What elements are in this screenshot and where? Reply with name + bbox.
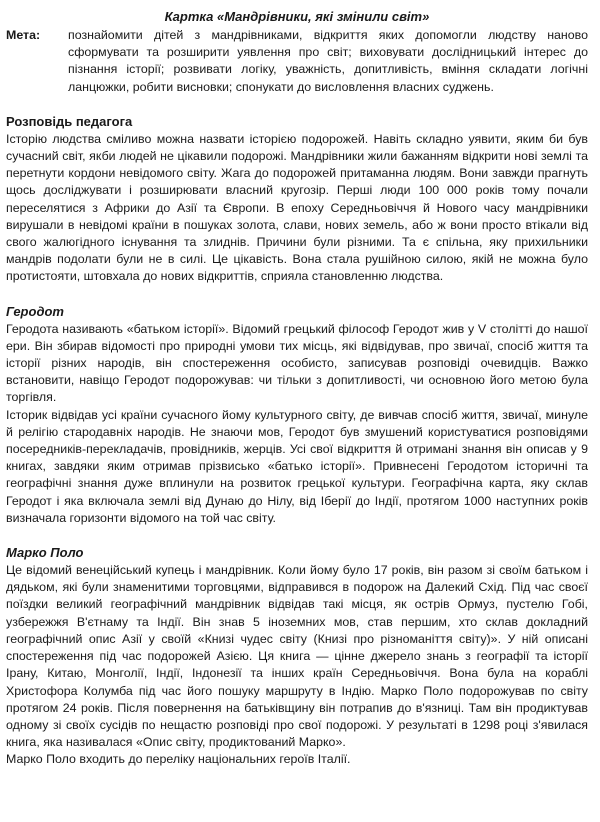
marco-polo-heading: Марко Поло (6, 545, 84, 561)
teacher-story-text: Історію людства сміливо можна назвати історією подорожей. Навіть складно уявити, яким би був сучасний світ, якби людей не цікавили подорожі. Мандрівники жили бажанням відкрити нові землі та перетнути кордони невідомого світу. Жага до подорожей притаманна людям. Вони завжди прагнуть щось досліджувати і розширювати власний кругозір. Перші люди 100 000 років тому почали переселятися з Африки до Азії та Європи. В епоху Середньовіччя й Нового часу мандрівники вирушали в невідомі країни в пошуках золота, слави, нових земель, або ж вони просто втікали від свого жалюгідного існування та злиднів. Причини були різними. Та є спільна, яку прихильники мандрів подолати були не в силі. Це цікавість. Вона стала рушійною силою, якій не можна було протистояти, штовхала до нових відкриттів, сприяла становленню людства. (6, 131, 588, 284)
marco-polo-paragraph-2: Марко Поло входить до переліку національних героїв Італії. (6, 752, 351, 767)
herodotus-heading: Геродот (6, 303, 64, 319)
teacher-story-heading: Розповідь педагога (6, 113, 133, 129)
goal-block (6, 27, 588, 96)
card-title: Картка «Мандрівники, які змінили світ» (164, 9, 430, 24)
goal-label: Мета: (6, 28, 41, 42)
herodotus-paragraph-1: Геродота називають «батьком історії». Відомий грецький філософ Геродот жив у V столітті до нашої ери. Він збирав відомості про природні умови тих місць, які відвідував, про звичаї, спосіб життя та історії різних народів, він спостереження особисто, записував розповіді очевидців. Важко встановити, навіщо Геродот подорожував: чи тільки з допитливості, чи основною його метою була торгівля. (6, 321, 588, 405)
marco-polo-paragraph-1: Це відомий венеційський купець і мандрівник. Коли йому було 17 років, він разом зі своїм батьком і дядьком, які були знаменитими торговцями, відправився в подорож на Далекий Схід. Під час своєї поїздки великий географічний мандрівник відвідав такі місця, як острів Ормуз, пустелю Гобі, узбережжя В'єтнаму та Індії. Він знав 5 іноземних мов, став першим, хто склав докладний географічний опис Азії у своїй «Книзі чудес світу (Книзі про різноманіття світу)». У ній описані спостереження під час подорожей Азією. Ця книга — цінне джерело знань з географії та історії Ірану, Китаю, Монголії, Індії, Індонезії та інших країн Середньовіччя. Вона була на кораблі Христофора Колумба під час його пошуку маршруту в Індію. Марко Поло подорожував по світу протягом 24 років. Після повернення на батьківщину він потрапив до в'язниці. Там він продиктував одному зі своїх сусідів по нещастю розповіді про свої подорожі. У результаті в 1298 році з'явилася книга, яка називалася «Опис світу, продиктований Марко». (6, 563, 588, 750)
goal-text: познайомити дітей з мандрівниками, відкриття яких допомогли людству наново сформувати та розширити уявлення про світ; виховувати дослідницький інтерес до пізнання історії; розвивати логіку, уважність, допитливість, вміння складати логічні ланцюжки, робити висновки; спонукати до висловлення власних суджень. (68, 28, 588, 94)
herodotus-paragraph-2: Історик відвідав усі країни сучасного йому культурного світу, де вивчав спосіб життя, звичаї, минуле й релігію стародавніх народів. Не знаючи мов, Геродот був змушений користуватися розповідями посередників-перекладачів, провідників, жерців. Усі свої відкриття й отримані знання він описав у 9 книгах, завдяки яким отримав прізвисько «батько історії». Привнесені Геродотом історичні та географічні знання дуже вплинули на розвиток грецької культури. Географічна карта, яку склав Геродот і яка включала землі від Дунаю до Нілу, від Іберії до Індії, протягом 1000 наступних років визначала горизонти відомого на той час світу. (6, 407, 588, 525)
